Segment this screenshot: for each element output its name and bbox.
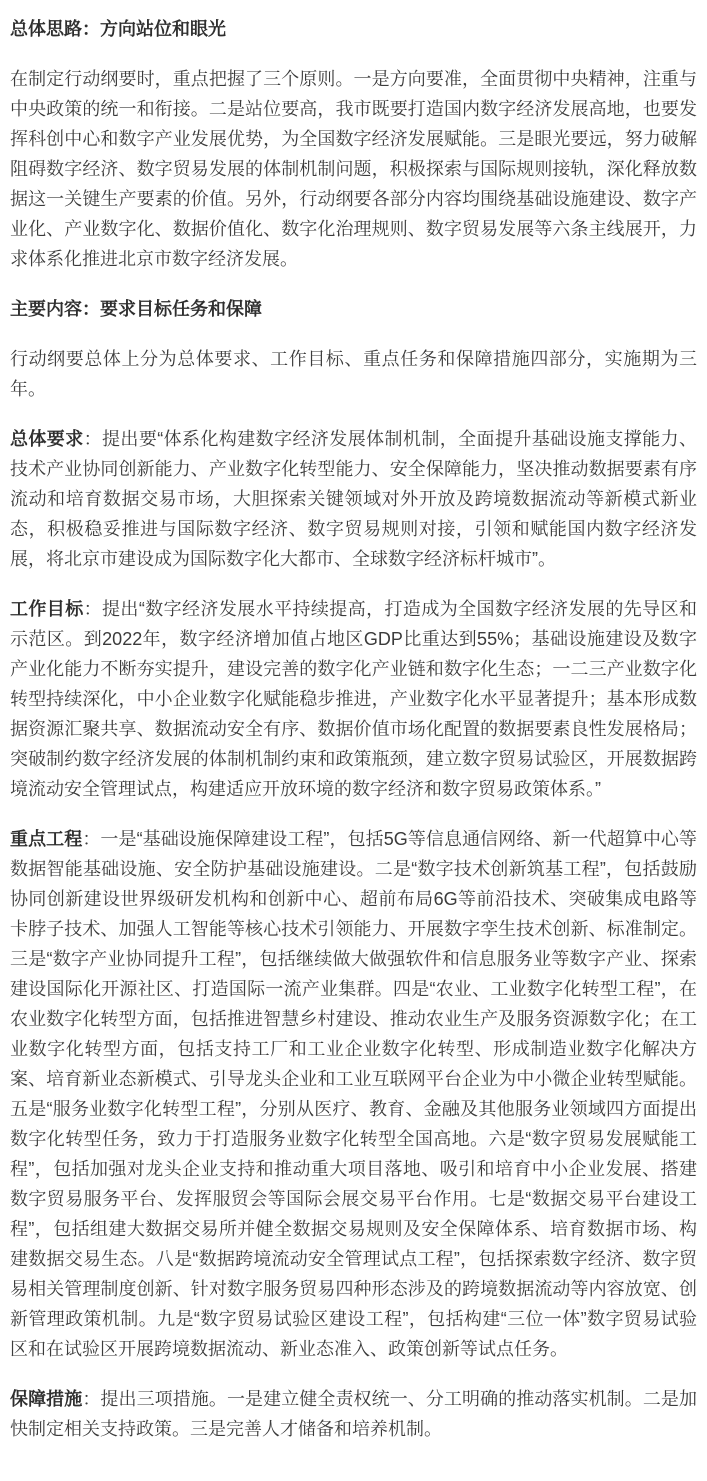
paragraph-text: ：一是“基础设施保障建设工程”，包括5G等信息通信网络、新一代超算中心等数据智能基础设施、安全防护基础设施建设。二是“数字技术创新筑基工程”，包括鼓励协同创新建设世界级研发机构和创新中心、超前布局6G等前沿技术、突破集成电路等卡脖子技术、加强人工智能等核心技术引领能力、开展数字孪生技术创新、标准制定。三是“数字产业协同提升工程”，包括继续做大做强软件和信息服务业等数字产业、探索建设国际化开源社区、打造国际一流产业集群。四是“农业、工业数字化转型工程”，在农业数字化转型方面，包括推进智慧乡村建设、推动农业生产及服务资源数字化；在工业数字化转型方面，包括支持工厂和工业企业数字化转型、形成制造业数字化解决方案、培育新业态新模式、引导龙头企业和工业互联网平台企业为中小微企业转型赋能。五是“服务业数字化转型工程”，分别从医疗、教育、金融及其他服务业领域四方面提出数字化转型任务，致力于打造服务业数字化转型全国高地。六是“数字贸易发展赋能工程”，包括加强对龙头企业支持和推动重大项目落地、吸引和培育中小企业发展、搭建数字贸易服务平台、发挥服贸会等国际会展交易平台作用。七是“数据交易平台建设工程”，包括组建大数据交易所并健全数据交易规则及安全保障体系、培育数据市场、构建数据交易生态。八是“数据跨境流动安全管理试点工程”，包括探索数字经济、数字贸易相关管理制度创新、针对数字服务贸易四种形态涉及的跨境数据流动等内容放宽、创新管理政策机制。九是“数字贸易试验区建设工程”，包括构建“三位一体”数字贸易试验区和在试验区开展跨境数据流动、新业态准入、政策创新等试点任务。 xyxy=(10,829,698,1359)
paragraph-text: ：提出要“体系化构建数字经济发展体制机制，全面提升基础设施支撑能力、技术产业协同创新能力、产业数字化转型能力、安全保障能力，坚决推动数据要素有序流动和培育数据交易市场，大胆探索关键领域对外开放及跨境数据流动等新模式新业态，积极稳妥推进与国际数字经济、数字贸易规则对接，引领和赋能国内数字经济发展，将北京市建设成为国际数字化大都市、全球数字经济标杆城市”。 xyxy=(10,429,697,569)
paragraph-structure-overview xyxy=(10,344,697,404)
section-heading-main-content: 主要内容：要求目标任务和保障 xyxy=(10,299,262,319)
paragraph-text: ：提出“数字经济发展水平持续提高，打造成为全国数字经济发展的先导区和示范区。到2022年，数字经济增加值占地区GDP比重达到55%；基础设施建设及数字产业化能力不断夯实提升，建设完善的数字化产业链和数字化生态；一二三产业数字化转型持续深化，中小企业数字化赋能稳步推进，产业数字化水平显著提升；基本形成数据资源汇聚共享、数据流动安全有序、数据价值市场化配置的数据要素良性发展格局；突破制约数字经济发展的体制机制约束和政策瓶颈，建立数字贸易试验区，开展数据跨境流动安全管理试点，构建适应开放环境的数字经济和数字贸易政策体系。” xyxy=(10,599,697,799)
paragraph-text: 行动纲要总体上分为总体要求、工作目标、重点任务和保障措施四部分，实施期为三年。 xyxy=(10,349,697,399)
paragraph-label: 工作目标 xyxy=(10,599,84,619)
paragraph-safeguard-measures xyxy=(10,1384,697,1444)
paragraph-overall-approach xyxy=(10,64,697,274)
paragraph-label: 总体要求 xyxy=(10,429,84,449)
paragraph-work-goals xyxy=(10,594,697,804)
paragraph-label: 保障措施 xyxy=(10,1389,83,1409)
paragraph-overall-requirements xyxy=(10,424,697,574)
paragraph-text: ：提出三项措施。一是建立健全责权统一、分工明确的推动落实机制。二是加快制定相关支持政策。三是完善人才储备和培养机制。 xyxy=(10,1389,698,1439)
paragraph-text: 在制定行动纲要时，重点把握了三个原则。一是方向要准，全面贯彻中央精神，注重与中央政策的统一和衔接。二是站位要高，我市既要打造国内数字经济发展高地，也要发挥科创中心和数字产业发展优势，为全国数字经济发展赋能。三是眼光要远，努力破解阻碍数字经济、数字贸易发展的体制机制问题，积极探索与国际规则接轨，深化释放数据这一关键生产要素的价值。另外，行动纲要各部分内容均围绕基础设施建设、数字产业化、产业数字化、数据价值化、数字化治理规则、数字贸易发展等六条主线展开，力求体系化推进北京市数字经济发展。 xyxy=(10,69,697,269)
paragraph-key-projects xyxy=(10,824,697,1364)
paragraph-label: 重点工程 xyxy=(10,829,83,849)
section-heading-overall-approach: 总体思路：方向站位和眼光 xyxy=(10,19,226,39)
